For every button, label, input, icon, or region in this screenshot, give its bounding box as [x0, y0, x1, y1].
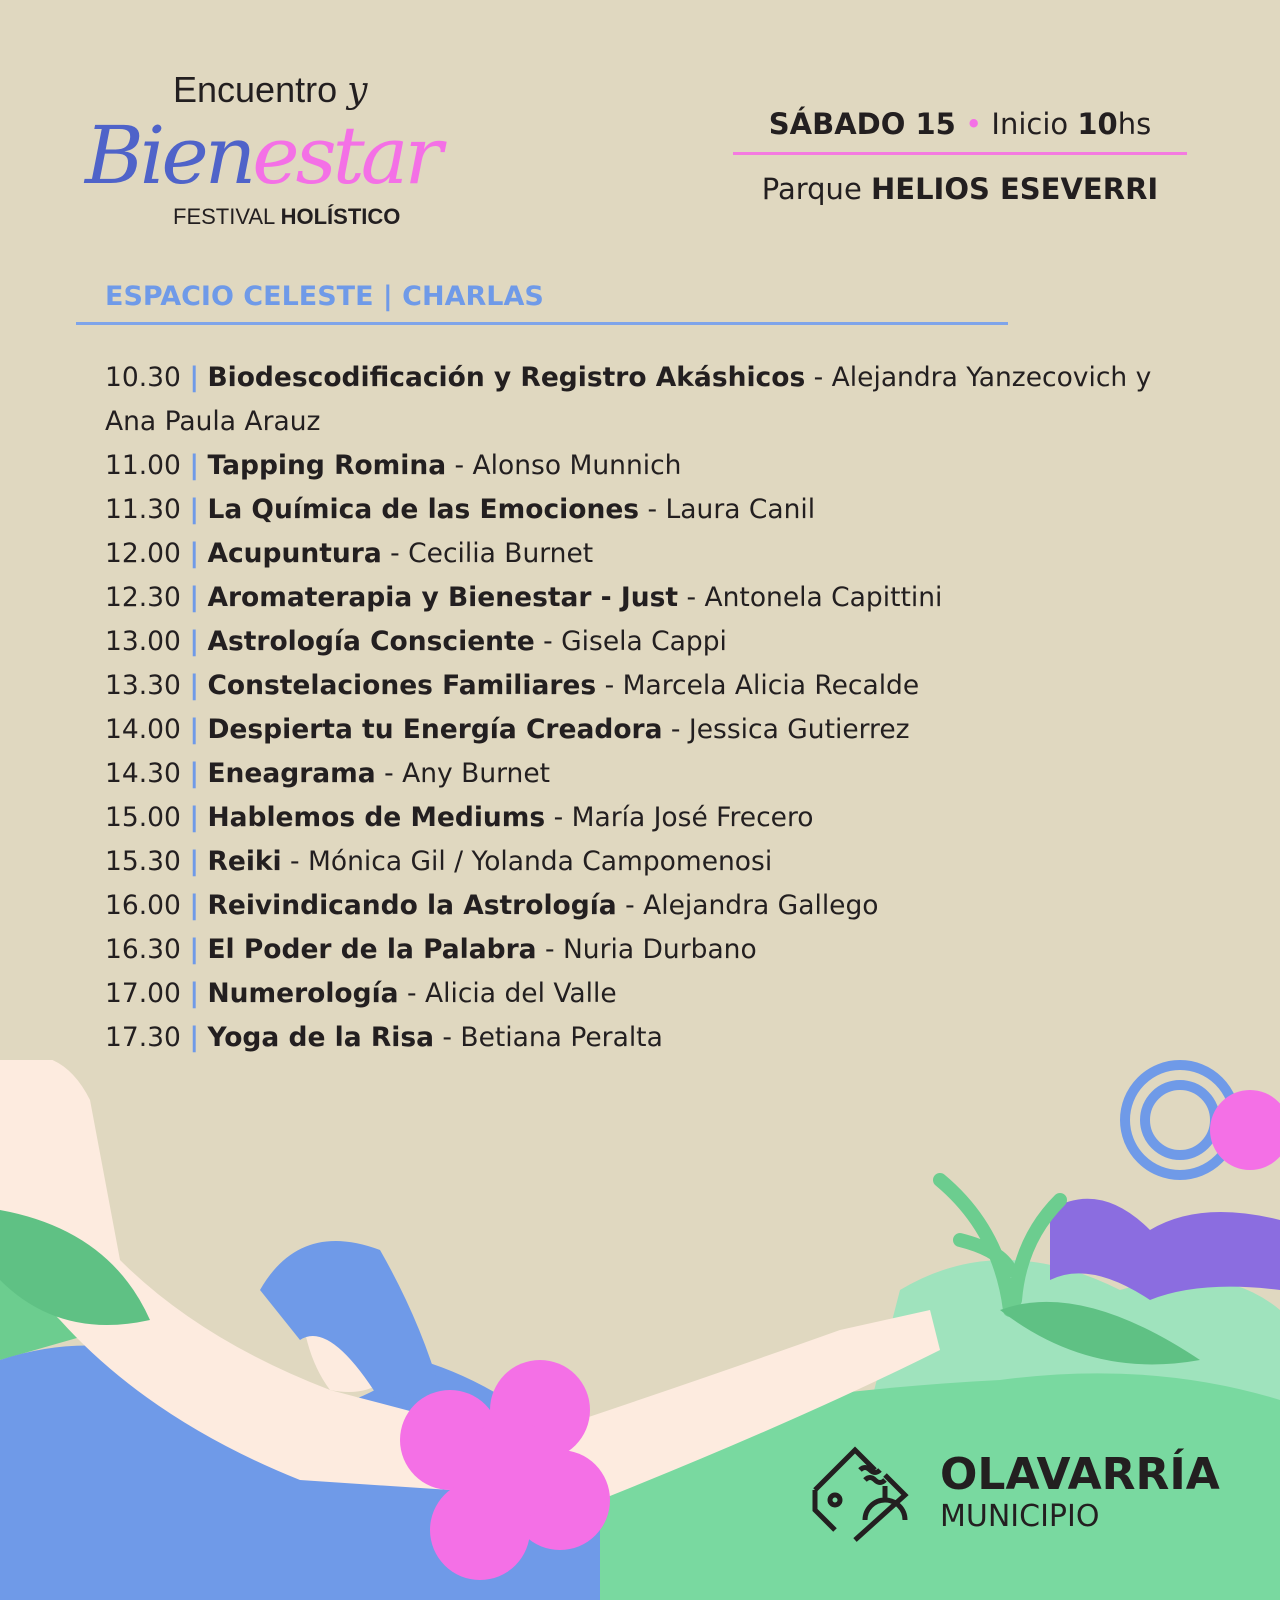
section-title: ESPACIO CELESTE | CHARLAS [105, 281, 544, 312]
item-speaker: Laura Canil [665, 494, 816, 525]
event-start-label: Inicio [991, 107, 1069, 141]
item-time: 10.30 [105, 362, 181, 393]
item-time: 17.30 [105, 1022, 181, 1053]
item-title: Aromaterapia y Bienestar - Just [207, 582, 679, 613]
item-time: 12.30 [105, 582, 181, 613]
item-speaker: Antonela Capittini [704, 582, 943, 613]
municipio-emblem-icon [805, 1440, 915, 1550]
item-time: 14.00 [105, 714, 181, 745]
separator-bar: | [189, 626, 199, 657]
location-prefix: Parque [761, 172, 862, 206]
item-title: Despierta tu Energía Creadora [207, 714, 663, 745]
separator-bar: | [189, 978, 199, 1009]
schedule-item: 11.00 | Tapping Romina - Alonso Munnich [105, 450, 682, 481]
divider [733, 152, 1187, 155]
olavarria-municipio-logo [940, 1450, 1220, 1534]
item-time: 11.30 [105, 494, 181, 525]
schedule-list [105, 356, 1165, 1060]
item-speaker: Alicia del Valle [425, 978, 617, 1009]
separator-bar: | [189, 802, 199, 833]
schedule-item: 15.30 | Reiki - Mónica Gil / Yolanda Campomenosi [105, 846, 773, 877]
item-title: Constelaciones Familiares [207, 670, 597, 701]
item-title: Reiki [207, 846, 282, 877]
schedule-item: 13.30 | Constelaciones Familiares - Marcela Alicia Recalde [105, 670, 920, 701]
item-speaker: María José Frecero [571, 802, 814, 833]
festival-logo [85, 70, 485, 240]
separator-bar: | [189, 1022, 199, 1053]
item-speaker: Betiana Peralta [460, 1022, 663, 1053]
brand-sub: MUNICIPIO [940, 1499, 1100, 1534]
item-time: 15.30 [105, 846, 181, 877]
schedule-item: 15.00 | Hablemos de Mediums - María José Frecero [105, 802, 814, 833]
item-time: 16.00 [105, 890, 181, 921]
item-speaker: Any Burnet [402, 758, 551, 789]
separator-bar: | [189, 494, 199, 525]
item-title: Numerología [207, 978, 399, 1009]
item-time: 17.00 [105, 978, 181, 1009]
item-speaker: Cecilia Burnet [408, 538, 594, 569]
item-speaker: Marcela Alicia Recalde [622, 670, 920, 701]
event-hour-suffix: hs [1117, 107, 1152, 141]
separator-bar: | [189, 450, 199, 481]
separator-bar: | [189, 934, 199, 965]
event-date [733, 100, 1187, 148]
logo-y: y [347, 70, 368, 111]
schedule-item: 14.00 | Despierta tu Energía Creadora - Jessica Gutierrez [105, 714, 910, 745]
item-speaker: Alejandra Yanzecovich y Ana Paula Arauz [105, 362, 1152, 437]
item-time: 13.00 [105, 626, 181, 657]
dot-separator: • [965, 107, 983, 141]
schedule-item: 17.00 | Numerología - Alicia del Valle [105, 978, 617, 1009]
item-title: Biodescodificación y Registro Akáshicos [207, 362, 806, 393]
logo-festival-holistico [173, 204, 400, 230]
item-speaker: Alonso Munnich [472, 450, 682, 481]
separator-bar: | [189, 890, 199, 921]
schedule-item: 13.00 | Astrología Consciente - Gisela Cappi [105, 626, 727, 657]
item-title: Astrología Consciente [207, 626, 535, 657]
schedule-item: 12.00 | Acupuntura - Cecilia Burnet [105, 538, 594, 569]
item-speaker: Mónica Gil / Yolanda Campomenosi [308, 846, 773, 877]
schedule-item: 10.30 | Biodescodificación y Registro Akáshicos - Alejandra Yanzecovich y Ana Paula Arauz [105, 362, 1152, 437]
item-speaker: Gisela Cappi [561, 626, 727, 657]
event-info [733, 100, 1187, 209]
schedule-item: 16.00 | Reivindicando la Astrología - Alejandra Gallego [105, 890, 879, 921]
item-time: 15.00 [105, 802, 181, 833]
logo-estar: estar [252, 109, 439, 202]
schedule-item: 16.30 | El Poder de la Palabra - Nuria Durbano [105, 934, 757, 965]
schedule-item: 14.30 | Eneagrama - Any Burnet [105, 758, 551, 789]
item-time: 12.00 [105, 538, 181, 569]
logo-encuentro-word: Encuentro [173, 69, 338, 110]
item-time: 14.30 [105, 758, 181, 789]
item-title: El Poder de la Palabra [207, 934, 537, 965]
logo-encuentro [173, 70, 367, 110]
separator-bar: | [189, 582, 199, 613]
item-title: Eneagrama [207, 758, 376, 789]
location-name: HELIOS ESEVERRI [871, 172, 1159, 206]
item-time: 11.00 [105, 450, 181, 481]
schedule-item: 17.30 | Yoga de la Risa - Betiana Peralta [105, 1022, 663, 1053]
event-hour: 10 [1077, 107, 1118, 141]
schedule-item: 12.30 | Aromaterapia y Bienestar - Just - Antonela Capittini [105, 582, 943, 613]
schedule-item: 11.30 | La Química de las Emociones - Laura Canil [105, 494, 816, 525]
separator-bar: | [189, 714, 199, 745]
event-day: SÁBADO 15 [768, 107, 956, 141]
item-speaker: Jessica Gutierrez [688, 714, 910, 745]
item-time: 16.30 [105, 934, 181, 965]
item-title: Acupuntura [207, 538, 382, 569]
separator-bar: | [189, 362, 199, 393]
logo-holistico: HOLÍSTICO [280, 204, 401, 229]
logo-bienestar [85, 109, 439, 202]
item-title: Reivindicando la Astrología [207, 890, 617, 921]
item-title: La Química de las Emociones [207, 494, 640, 525]
separator-bar: | [189, 670, 199, 701]
section-divider [76, 322, 1008, 325]
item-speaker: Alejandra Gallego [643, 890, 879, 921]
item-title: Yoga de la Risa [207, 1022, 434, 1053]
item-time: 13.30 [105, 670, 181, 701]
separator-bar: | [189, 758, 199, 789]
brand-name: OLAVARRÍA [940, 1449, 1220, 1500]
item-title: Tapping Romina [207, 450, 447, 481]
separator-bar: | [189, 846, 199, 877]
logo-festival: FESTIVAL [173, 204, 275, 229]
item-speaker: Nuria Durbano [562, 934, 757, 965]
item-title: Hablemos de Mediums [207, 802, 546, 833]
logo-bien: Bien [85, 109, 253, 202]
separator-bar: | [189, 538, 199, 569]
event-location [733, 169, 1187, 209]
